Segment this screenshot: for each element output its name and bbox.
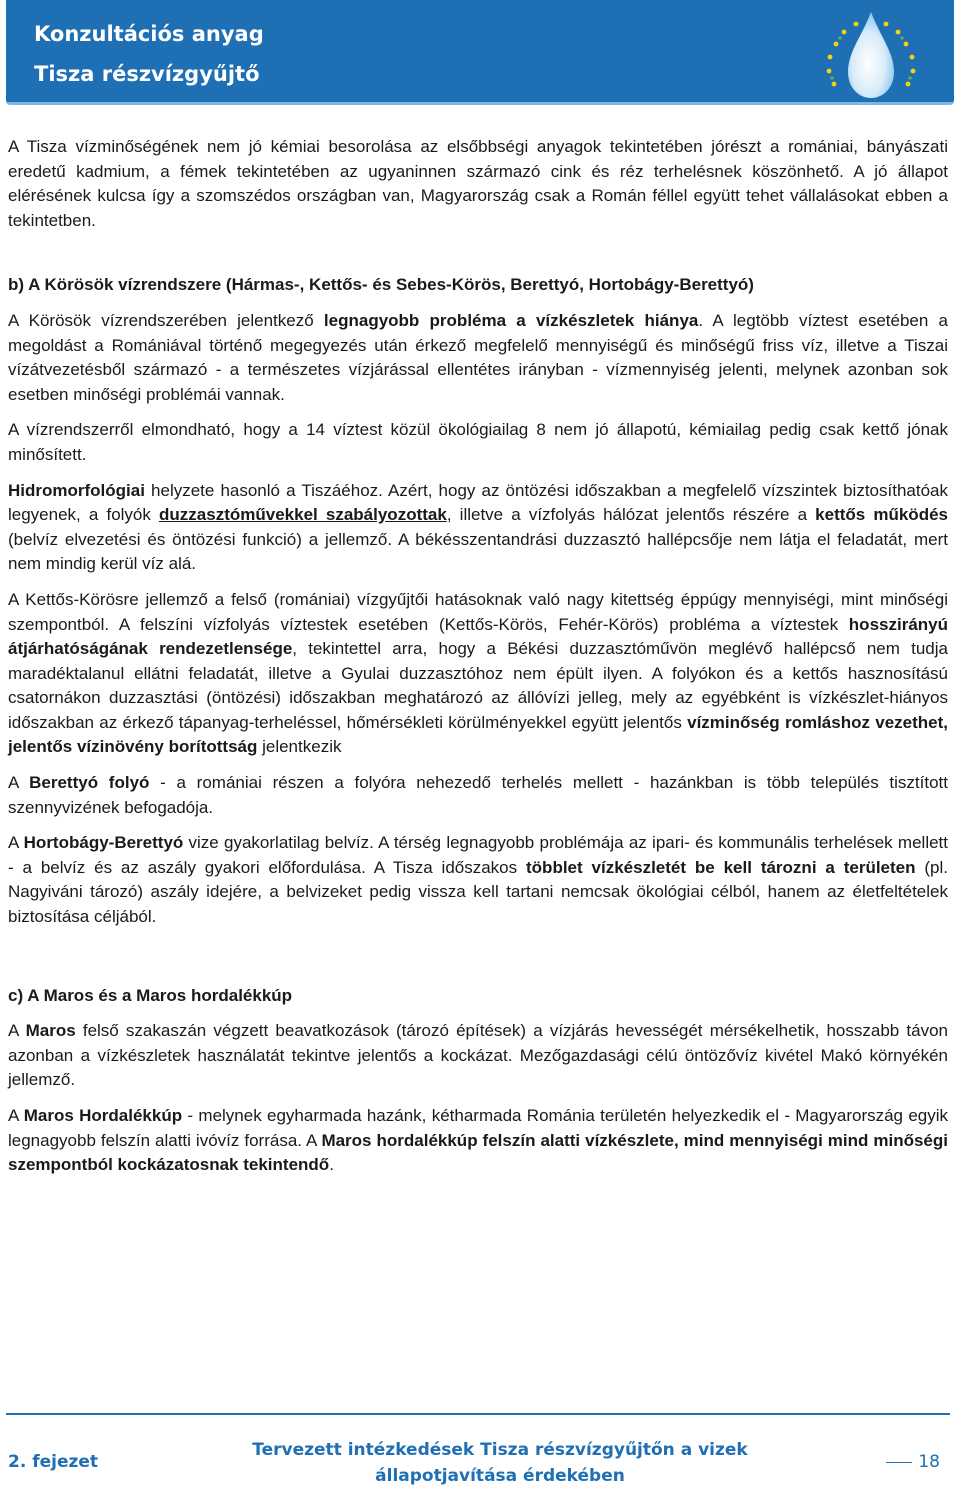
paragraph: A Tisza vízminőségének nem jó kémiai besorolása az elsőbbségi anyagok tekintetében jórészt a romániai, bányászati eredetű kadmium, a fémek tekintetében az ugyaninnen származó cink és réz terhelésnek köszönhető. A jó állapot elérésének kulcsa így a szomszédos országban van, Magyarország csak a Román féllel együtt tehet vállalásokat ebben a tekintetben.	[8, 137, 948, 230]
paragraph: A Maros felső szakaszán végzett beavatkozások (tározó építések) a vízjárás hevességét mérsékelhetik, hosszabb távon azonban a vízkészletek használatát tekintve jelentős a kockázat. Mezőgazdasági célú öntözővíz kivétel Makó környékén jellemző.	[8, 1021, 949, 1090]
document-body	[8, 135, 948, 1178]
section-heading-b: b) A Körösök vízrendszere (Hármas-, Kettős- és Sebes-Körös, Berettyó, Hortobágy-Berettyó)	[8, 275, 754, 295]
header-subtitle: Tisza részvízgyűjtő	[34, 62, 260, 86]
paragraph: A Berettyó folyó - a romániai részen a folyóra nehezedő terhelés mellett - hazánkban is több település tisztított szennyvizének befogadója.	[8, 773, 949, 817]
footer-chapter: 2. fejezet	[8, 1452, 99, 1472]
paragraph: A vízrendszerről elmondható, hogy a 14 víztest közül ökológiailag 8 nem jó állapotú, kémiailag pedig csak kettő jónak minősített.	[8, 420, 948, 464]
paragraph: A Maros Hordalékkúp - melynek egyharmada hazánk, kétharmada Románia területén helyezkedik el - Magyarország egyik legnagyobb felszín alatti ivóvíz forrása. A Maros hordalékkúp felszín alatti vízkészlete, mind mennyiségi mind minőségi szempontból kockázatosnak tekintendő.	[8, 1106, 949, 1175]
paragraph: A Hortobágy-Berettyó vize gyakorlatilag belvíz. A térség legnagyobb problémája az ipari- és kommunális terhelések mellett - a belvíz és az aszály gyakori előfordulása. A Tisza időszakos többlet vízkészletét be kell tározni a területen (pl. Nagyiváni tározó) aszály idejére, a belvizeket pedig vissza kell tartani nemcsak ökológiai célból, hanem az életfeltételek biztosítása céljából.	[8, 833, 949, 927]
water-drop-eu-stars-logo	[796, 2, 946, 102]
paragraph: A Kettős-Körösre jellemző a felső (romániai) vízgyűjtői hatásoknak való nagy kitettség éppúgy mennyiségi, mint minőségi szempontból. A felszíni vízfolyás víztestek esetében (Kettős-Körös, Fehér-Körös) probléma a víztestek hosszirányú átjárhatóságának rendezetlensége, tekintettel arra, hogy a Békési duzzasztóművön meglévő hallépcső nem tudja maradéktalanul ellátni feladatát, illetve a Gyulai duzzasztóhoz nem épült ilyen. A folyókon és a kettős hasznosítású csatornákon duzzasztási (öntözési) időszakban meghatározó az állóvízi jelleg, mely az egyébként is vízkészlet-hiányos időszakban az érkező tápanyag-terheléssel, hőmérsékleti körülményekkel együtt jelentős vízminőség romláshoz vezethet, jelentős vízinövény borítottság jelentkezik	[8, 589, 948, 757]
page-header	[6, 0, 954, 105]
section-heading-c: c) A Maros és a Maros hordalékkúp	[8, 985, 293, 1005]
paragraph: A Körösök vízrendszerében jelentkező legnagyobb probléma a vízkészletek hiánya. A legtöbb víztest esetében a megoldást a Romániával történő megegyezés után érkező megfelelő mennyiségű és minőségű friss víz, illetve a Tiszai vízátvezetésből származó - a természetes vízjárással ellentétes irányban - vízmennyiség jelenti, melynek azonban sok esetben minőségi problémái vannak.	[8, 310, 948, 404]
page-number: 18	[886, 1452, 940, 1472]
footer-title: Tervezett intézkedések Tisza részvízgyűjtőn a vizek állapotjavítása érdekében	[252, 1440, 748, 1486]
footer-divider	[6, 1413, 950, 1415]
header-title: Konzultációs anyag	[34, 22, 264, 46]
paragraph: Hidromorfológiai helyzete hasonló a Tiszáéhoz. Azért, hogy az öntözési időszakban a megfelelő vízszintek biztosíthatóak legyenek, a folyók duzzasztóművekkel szabályozottak, illetve a vízfolyás hálózat jelentős részére a kettős működés (belvíz elvezetési és öntözési funkció) a jellemző. A békésszentandrási duzzasztó hallépcsője nem látja el feladatát, mert nem mindig kerül víz alá.	[8, 480, 948, 574]
